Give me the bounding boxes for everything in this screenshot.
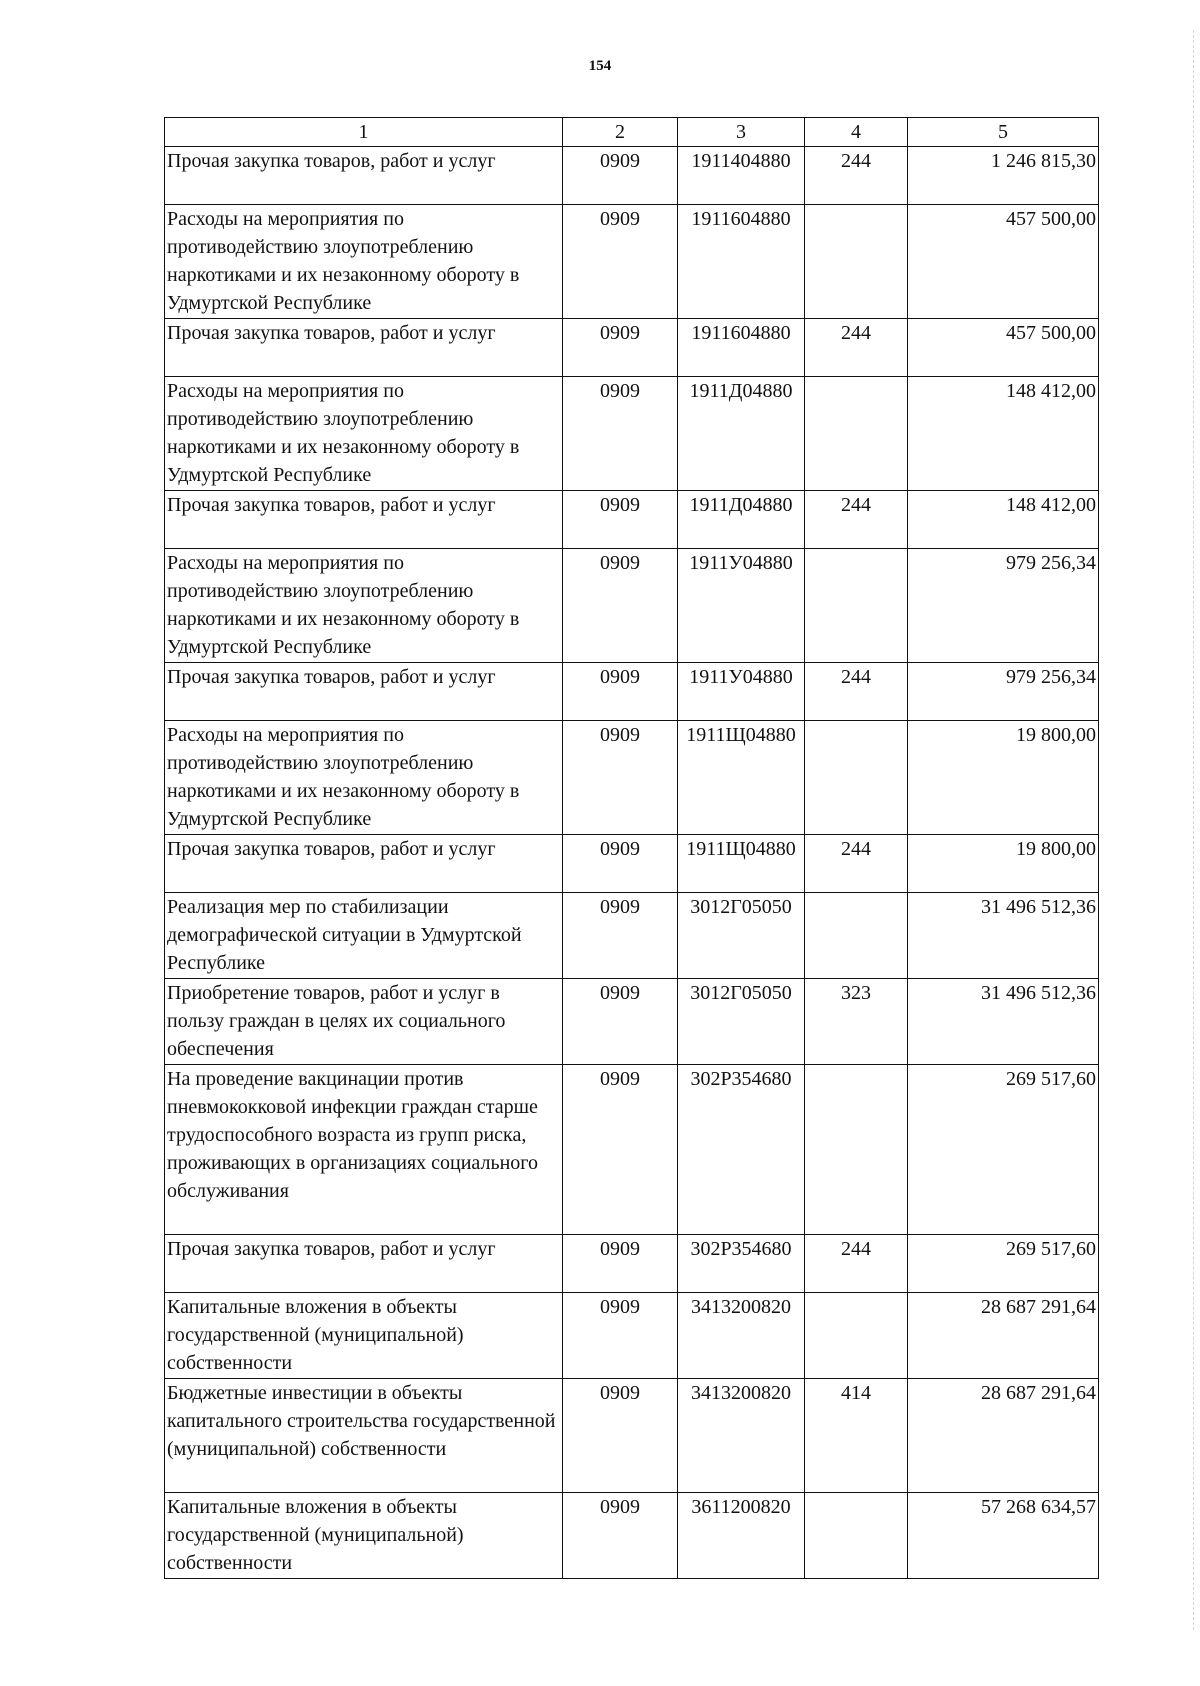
row-type-cell — [805, 721, 908, 835]
row-name-cell: Бюджетные инвестиции в объекты капитального строительства государственной (муниципальной) собственности — [165, 1379, 563, 1493]
row-name-cell: Приобретение товаров, работ и услуг в пользу граждан в целях их социального обеспечения — [165, 979, 563, 1065]
row-name-cell: Расходы на мероприятия по противодействию злоупотреблению наркотиками и их незаконному обороту в Удмуртской Республике — [165, 721, 563, 835]
row-name-cell: Расходы на мероприятия по противодействию злоупотреблению наркотиками и их незаконному обороту в Удмуртской Республике — [165, 205, 563, 319]
row-amount-cell: 148 412,00 — [908, 377, 1099, 491]
header-cell-3: 3 — [678, 118, 805, 147]
row-amount-cell: 1 246 815,30 — [908, 147, 1099, 205]
row-amount-cell: 19 800,00 — [908, 835, 1099, 893]
row-type-cell — [805, 549, 908, 663]
row-name-cell: Реализация мер по стабилизации демографической ситуации в Удмуртской Республике — [165, 893, 563, 979]
table-row — [165, 721, 1099, 835]
row-target-cell: 1911Щ04880 — [678, 721, 805, 835]
row-target-cell: 1911У04880 — [678, 549, 805, 663]
row-section-cell: 0909 — [563, 1065, 678, 1235]
header-cell-1: 1 — [165, 118, 563, 147]
row-section-cell: 0909 — [563, 491, 678, 549]
row-amount-cell: 148 412,00 — [908, 491, 1099, 549]
row-type-cell — [805, 1493, 908, 1579]
row-amount-cell: 28 687 291,64 — [908, 1293, 1099, 1379]
row-section-cell: 0909 — [563, 377, 678, 491]
row-type-cell — [805, 377, 908, 491]
row-target-cell: 1911Д04880 — [678, 377, 805, 491]
row-type-cell: 244 — [805, 491, 908, 549]
table-row — [165, 835, 1099, 893]
row-target-cell: 3012Г05050 — [678, 979, 805, 1065]
table-row — [165, 1235, 1099, 1293]
table-row — [165, 1293, 1099, 1379]
row-section-cell: 0909 — [563, 721, 678, 835]
row-name-cell: Капитальные вложения в объекты государственной (муниципальной) собственности — [165, 1493, 563, 1579]
table-row — [165, 979, 1099, 1065]
table-header-row — [165, 118, 1099, 147]
row-name-cell: Прочая закупка товаров, работ и услуг — [165, 1235, 563, 1293]
table-row — [165, 1379, 1099, 1493]
header-cell-2: 2 — [563, 118, 678, 147]
row-target-cell: 3413200820 — [678, 1379, 805, 1493]
table-row — [165, 147, 1099, 205]
row-type-cell — [805, 893, 908, 979]
row-target-cell: 302Р354680 — [678, 1065, 805, 1235]
table-row — [165, 663, 1099, 721]
row-type-cell: 323 — [805, 979, 908, 1065]
row-section-cell: 0909 — [563, 893, 678, 979]
row-target-cell: 1911У04880 — [678, 663, 805, 721]
page-number: 154 — [588, 58, 612, 74]
budget-table — [164, 117, 1099, 1579]
row-name-cell: Прочая закупка товаров, работ и услуг — [165, 491, 563, 549]
row-section-cell: 0909 — [563, 205, 678, 319]
row-target-cell: 1911604880 — [678, 319, 805, 377]
row-amount-cell: 457 500,00 — [908, 205, 1099, 319]
row-type-cell: 244 — [805, 147, 908, 205]
row-section-cell: 0909 — [563, 1379, 678, 1493]
table-row — [165, 549, 1099, 663]
row-target-cell: 1911Щ04880 — [678, 835, 805, 893]
table-row — [165, 893, 1099, 979]
row-type-cell: 244 — [805, 663, 908, 721]
row-target-cell: 302Р354680 — [678, 1235, 805, 1293]
row-amount-cell: 57 268 634,57 — [908, 1493, 1099, 1579]
row-type-cell: 414 — [805, 1379, 908, 1493]
table-row — [165, 377, 1099, 491]
row-target-cell: 3413200820 — [678, 1293, 805, 1379]
header-cell-4: 4 — [805, 118, 908, 147]
table-row — [165, 319, 1099, 377]
row-type-cell: 244 — [805, 835, 908, 893]
row-amount-cell: 979 256,34 — [908, 549, 1099, 663]
row-amount-cell: 31 496 512,36 — [908, 893, 1099, 979]
row-amount-cell: 269 517,60 — [908, 1065, 1099, 1235]
row-type-cell: 244 — [805, 319, 908, 377]
header-cell-5: 5 — [908, 118, 1099, 147]
row-name-cell: Капитальные вложения в объекты государственной (муниципальной) собственности — [165, 1293, 563, 1379]
row-name-cell: Прочая закупка товаров, работ и услуг — [165, 147, 563, 205]
row-name-cell: Прочая закупка товаров, работ и услуг — [165, 835, 563, 893]
table-row — [165, 1065, 1099, 1235]
row-section-cell: 0909 — [563, 979, 678, 1065]
row-target-cell: 1911404880 — [678, 147, 805, 205]
row-type-cell — [805, 1065, 908, 1235]
table-row — [165, 205, 1099, 319]
row-type-cell: 244 — [805, 1235, 908, 1293]
row-section-cell: 0909 — [563, 1235, 678, 1293]
row-name-cell: Расходы на мероприятия по противодействию злоупотреблению наркотиками и их незаконному обороту в Удмуртской Республике — [165, 377, 563, 491]
row-amount-cell: 269 517,60 — [908, 1235, 1099, 1293]
row-section-cell: 0909 — [563, 549, 678, 663]
row-name-cell: Расходы на мероприятия по противодействию злоупотреблению наркотиками и их незаконному обороту в Удмуртской Республике — [165, 549, 563, 663]
table-row — [165, 1493, 1099, 1579]
row-section-cell: 0909 — [563, 319, 678, 377]
row-name-cell: На проведение вакцинации против пневмококковой инфекции граждан старше трудоспособного возраста из групп риска, проживающих в организациях социального обслуживания — [165, 1065, 563, 1235]
row-type-cell — [805, 1293, 908, 1379]
row-section-cell: 0909 — [563, 835, 678, 893]
row-target-cell: 3012Г05050 — [678, 893, 805, 979]
row-target-cell: 1911Д04880 — [678, 491, 805, 549]
row-section-cell: 0909 — [563, 147, 678, 205]
row-section-cell: 0909 — [563, 1493, 678, 1579]
row-amount-cell: 19 800,00 — [908, 721, 1099, 835]
row-name-cell: Прочая закупка товаров, работ и услуг — [165, 663, 563, 721]
row-amount-cell: 457 500,00 — [908, 319, 1099, 377]
row-amount-cell: 31 496 512,36 — [908, 979, 1099, 1065]
table-row — [165, 491, 1099, 549]
row-target-cell: 1911604880 — [678, 205, 805, 319]
scan-edge-marks — [1189, 30, 1194, 1630]
row-type-cell — [805, 205, 908, 319]
row-amount-cell: 28 687 291,64 — [908, 1379, 1099, 1493]
row-name-cell: Прочая закупка товаров, работ и услуг — [165, 319, 563, 377]
row-target-cell: 3611200820 — [678, 1493, 805, 1579]
row-section-cell: 0909 — [563, 663, 678, 721]
row-section-cell: 0909 — [563, 1293, 678, 1379]
row-amount-cell: 979 256,34 — [908, 663, 1099, 721]
